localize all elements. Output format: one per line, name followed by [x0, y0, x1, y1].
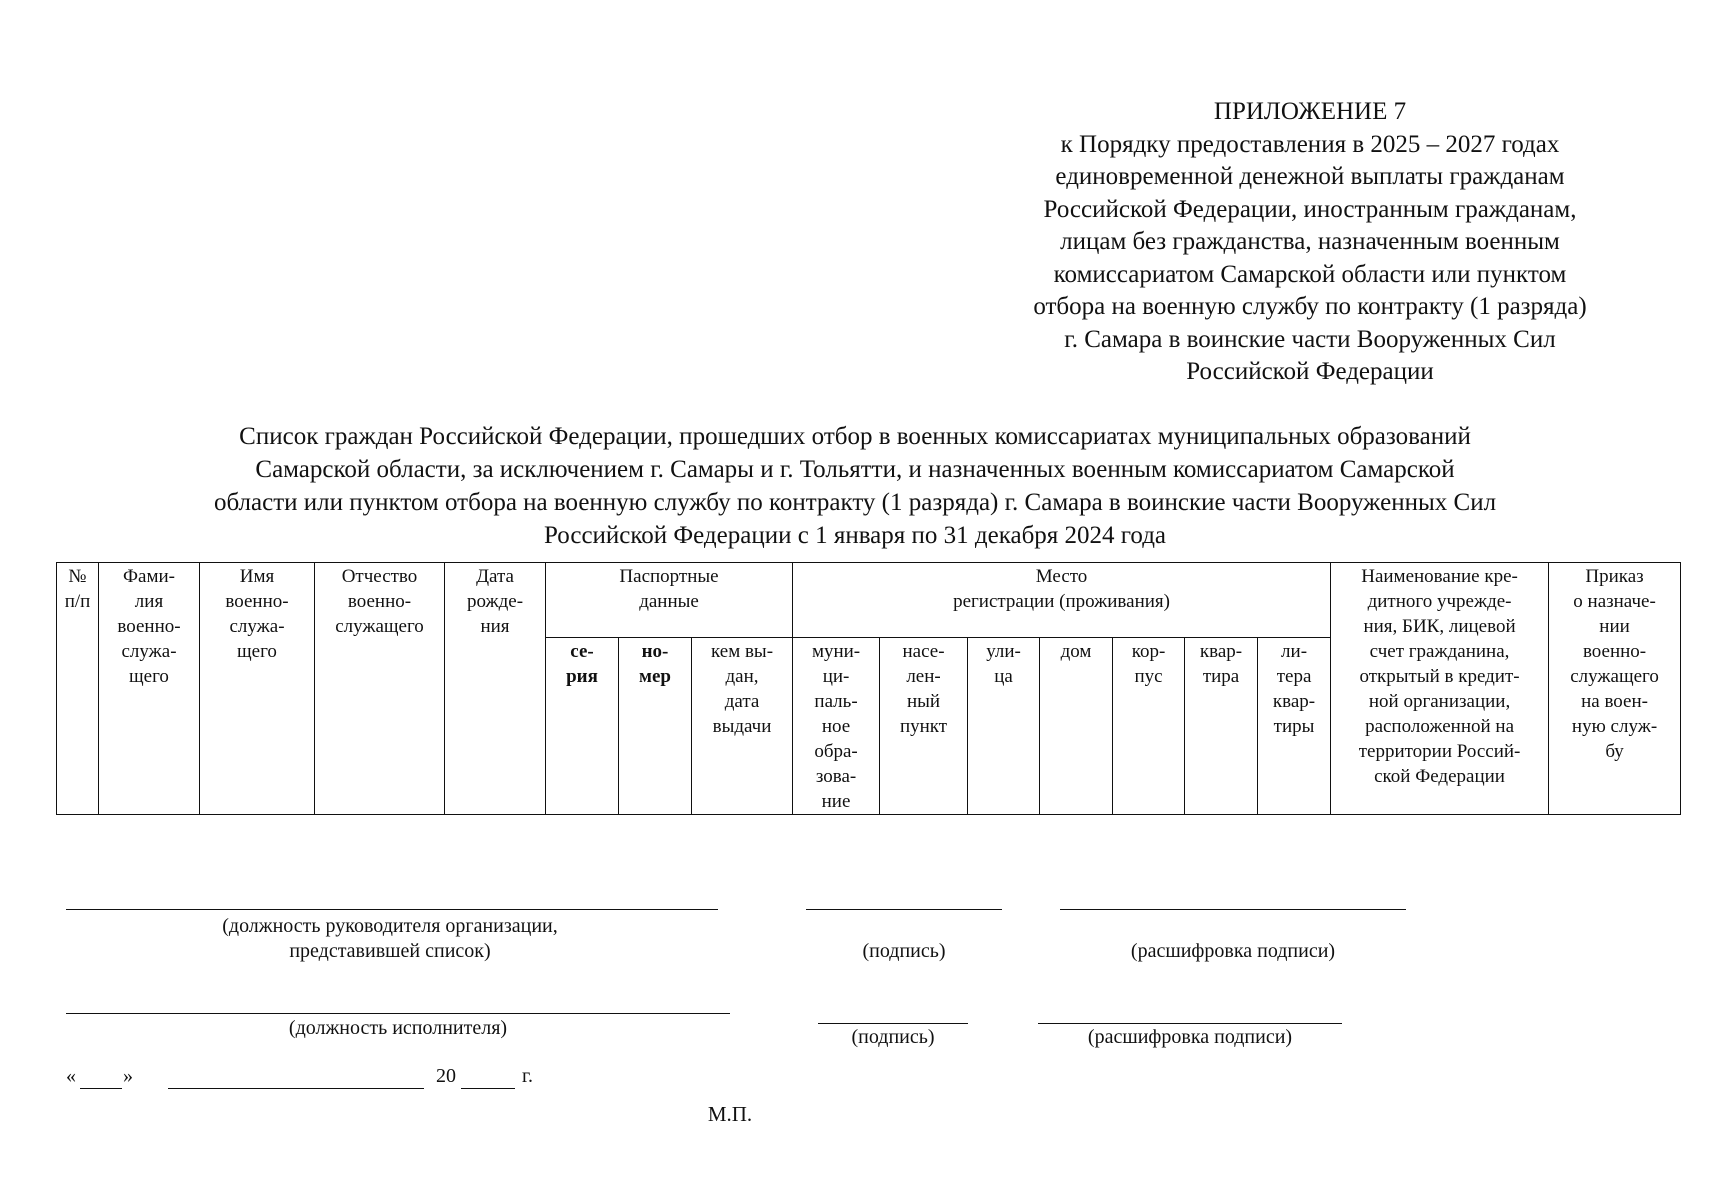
appendix-line: комиссариатом Самарской области или пунктом — [1053, 260, 1567, 288]
heading-line: Самарской области, за исключением г. Самары и г. Тольятти, и назначенных военным комиссариатом Самарской — [255, 456, 1455, 483]
date-day-line[interactable] — [80, 1088, 122, 1089]
appendix-line: г. Самара в воинские части Вооруженных Сил — [1064, 325, 1556, 353]
decoding-line-2[interactable] — [1038, 1023, 1342, 1024]
executor-position-line[interactable] — [66, 1013, 730, 1014]
heading-line: Российской Федерации с 1 января по 31 декабря 2024 года — [543, 522, 1167, 549]
subheader-cell-number: но- мер — [619, 638, 692, 815]
citizens-list-table — [56, 562, 1681, 815]
header-cell-bank: Наименование кре- дитного учрежде- ния, БИК, лицевой счет гражданина, открытый в кредит- ной организации, расположенной на территории Россий- ской Федерации — [1331, 563, 1549, 815]
header-cell-patronymic: Отчество военно- служащего — [315, 563, 445, 815]
decoding-line-1[interactable] — [1060, 909, 1406, 910]
decoding-caption-1: (расшифровка подписи) — [1130, 940, 1336, 962]
header-cell-order: Приказ о назначе- нии военно- служащего на воен- ную служ- бу — [1549, 563, 1681, 815]
date-year-prefix: 20 — [436, 1065, 456, 1087]
signature-caption-1: (подпись) — [862, 940, 946, 962]
subheader-cell-apartment: квар- тира — [1185, 638, 1258, 815]
header-cell-registration: Место регистрации (проживания) — [793, 563, 1331, 638]
subheader-cell-series: се- рия — [546, 638, 619, 815]
appendix-header — [960, 96, 1660, 389]
stamp-label: М.П. — [707, 1102, 753, 1126]
appendix-title: ПРИЛОЖЕНИЕ 7 — [1213, 98, 1407, 125]
table-header-row — [57, 563, 1681, 638]
header-cell-passport: Паспортные данные — [546, 563, 793, 638]
head-position-line[interactable] — [66, 909, 718, 910]
header-cell-birthdate: Дата рожде- ния — [445, 563, 546, 815]
subheader-cell-building: кор- пус — [1113, 638, 1185, 815]
date-close-quote: » — [123, 1065, 133, 1087]
heading-line: Список граждан Российской Федерации, прошедших отбор в военных комиссариатах муниципальных образований — [239, 423, 1471, 450]
heading-line: области или пунктом отбора на военную службу по контракту (1 разряда) г. Самара в воинские части Вооруженных Сил — [213, 489, 1497, 516]
signature-line-2[interactable] — [818, 1023, 968, 1024]
appendix-line: к Порядку предоставления в 2025 – 2027 годах — [1060, 130, 1560, 158]
signature-line-1[interactable] — [806, 909, 1002, 910]
list-heading — [60, 420, 1650, 552]
appendix-line: лицам без гражданства, назначенным военным — [1060, 228, 1560, 255]
date-month-line[interactable] — [168, 1088, 424, 1089]
header-cell-number: № п/п — [57, 563, 99, 815]
subheader-cell-municipality: муни- ци- паль- ное обра- зова- ние — [793, 638, 880, 815]
header-cell-name: Имя военно- служа- щего — [200, 563, 315, 815]
date-open-quote: « — [66, 1065, 76, 1087]
appendix-line: Российской Федерации — [1186, 358, 1434, 385]
subheader-cell-apartment-letter: ли- тера квар- тиры — [1258, 638, 1331, 815]
subheader-cell-locality: насе- лен- ный пункт — [880, 638, 968, 815]
signature-caption-2: (подпись) — [851, 1026, 935, 1048]
executor-position-caption: (должность исполнителя) — [288, 1017, 508, 1039]
head-position-caption: (должность руководителя организации, представившей список) — [222, 915, 558, 962]
date-year-suffix: г. — [522, 1065, 533, 1087]
appendix-line: единовременной денежной выплаты гражданам — [1055, 163, 1565, 190]
appendix-line: Российской Федерации, иностранным гражданам, — [1043, 195, 1577, 223]
date-year-line[interactable] — [461, 1088, 515, 1089]
appendix-line: отбора на военную службу по контракту (1 разряда) — [1033, 293, 1587, 320]
subheader-cell-street: ули- ца — [968, 638, 1040, 815]
decoding-caption-2: (расшифровка подписи) — [1087, 1026, 1293, 1048]
subheader-cell-house: дом — [1040, 638, 1113, 815]
subheader-cell-issued: кем вы- дан, дата выдачи — [692, 638, 793, 815]
header-cell-surname: Фами- лия военно- служа- щего — [99, 563, 200, 815]
